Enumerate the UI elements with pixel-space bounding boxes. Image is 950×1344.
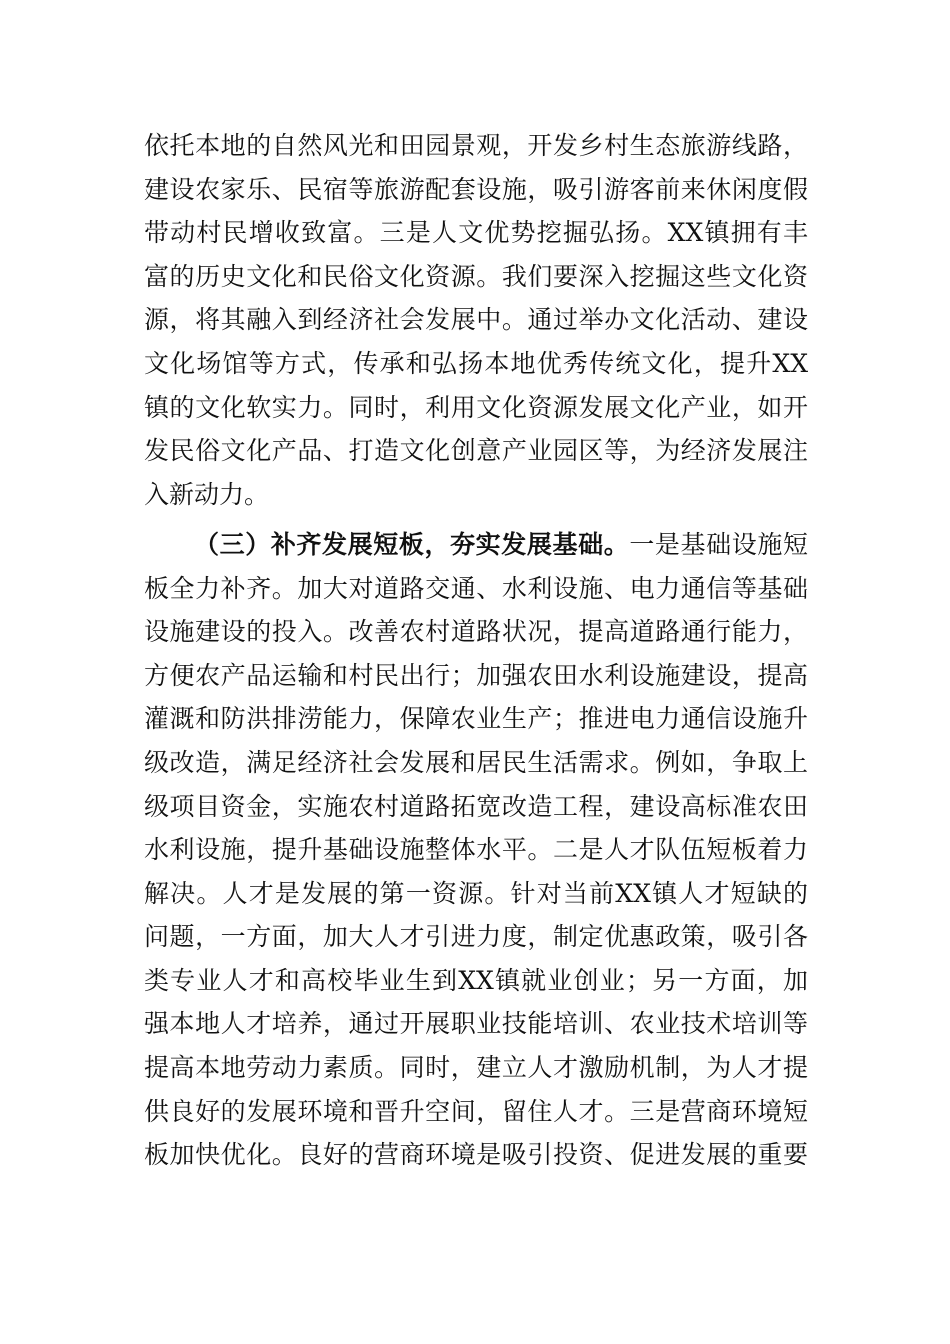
paragraph-line: 建设农家乐、民宿等旅游配套设施，吸引游客前来休闲度假	[144, 175, 808, 204]
paragraph-line: 依托本地的自然风光和田园景观，开发乡村生态旅游线路，	[144, 131, 808, 160]
paragraph-line: 带动村民增收致富。三是人文优势挖掘弘扬。XX镇拥有丰	[144, 218, 808, 247]
paragraph-line: 问题，一方面，加大人才引进力度，制定优惠政策，吸引各	[144, 922, 808, 951]
paragraph-line: 提高本地劳动力素质。同时，建立人才激励机制，为人才提	[144, 1053, 808, 1082]
paragraph-line: 入新动力。	[144, 480, 270, 509]
paragraph-line: 级项目资金，实施农村道路拓宽改造工程，建设高标准农田	[144, 792, 808, 821]
paragraph-line: 镇的文化软实力。同时，利用文化资源发展文化产业，如开	[144, 393, 808, 422]
section-heading-line	[194, 523, 808, 567]
paragraph-line: 方便农产品运输和村民出行；加强农田水利设施建设，提高	[144, 661, 808, 690]
paragraph-line: 解决。人才是发展的第一资源。针对当前XX镇人才短缺的	[144, 879, 808, 908]
paragraph-line: 文化场馆等方式，传承和弘扬本地优秀传统文化，提升XX	[144, 349, 808, 378]
section-heading-continuation: 一是基础设施短	[629, 530, 808, 559]
paragraph-line: 设施建设的投入。改善农村道路状况，提高道路通行能力，	[144, 617, 808, 646]
paragraph-line: 类专业人才和高校毕业生到XX镇就业创业；另一方面，加	[144, 966, 808, 995]
paragraph-line: 板全力补齐。加大对道路交通、水利设施、电力通信等基础	[144, 574, 808, 603]
paragraph-line: 源，将其融入到经济社会发展中。通过举办文化活动、建设	[144, 305, 808, 334]
paragraph-line: 强本地人才培养，通过开展职业技能培训、农业技术培训等	[144, 1009, 808, 1038]
paragraph-line: 水利设施，提升基础设施整体水平。二是人才队伍短板着力	[144, 835, 808, 864]
paragraph-line: 供良好的发展环境和晋升空间，留住人才。三是营商环境短	[144, 1097, 808, 1126]
paragraph-line: 富的历史文化和民俗文化资源。我们要深入挖掘这些文化资	[144, 262, 808, 291]
paragraph-line: 发民俗文化产品、打造文化创意产业园区等，为经济发展注	[144, 436, 808, 465]
paragraph-line: 灌溉和防洪排涝能力，保障农业生产；推进电力通信设施升	[144, 704, 808, 733]
paragraph-line: 级改造，满足经济社会发展和居民生活需求。例如，争取上	[144, 748, 808, 777]
section-heading: （三）补齐发展短板，夯实发展基础。	[194, 530, 630, 559]
paragraph-line: 板加快优化。良好的营商环境是吸引投资、促进发展的重要	[144, 1140, 808, 1169]
